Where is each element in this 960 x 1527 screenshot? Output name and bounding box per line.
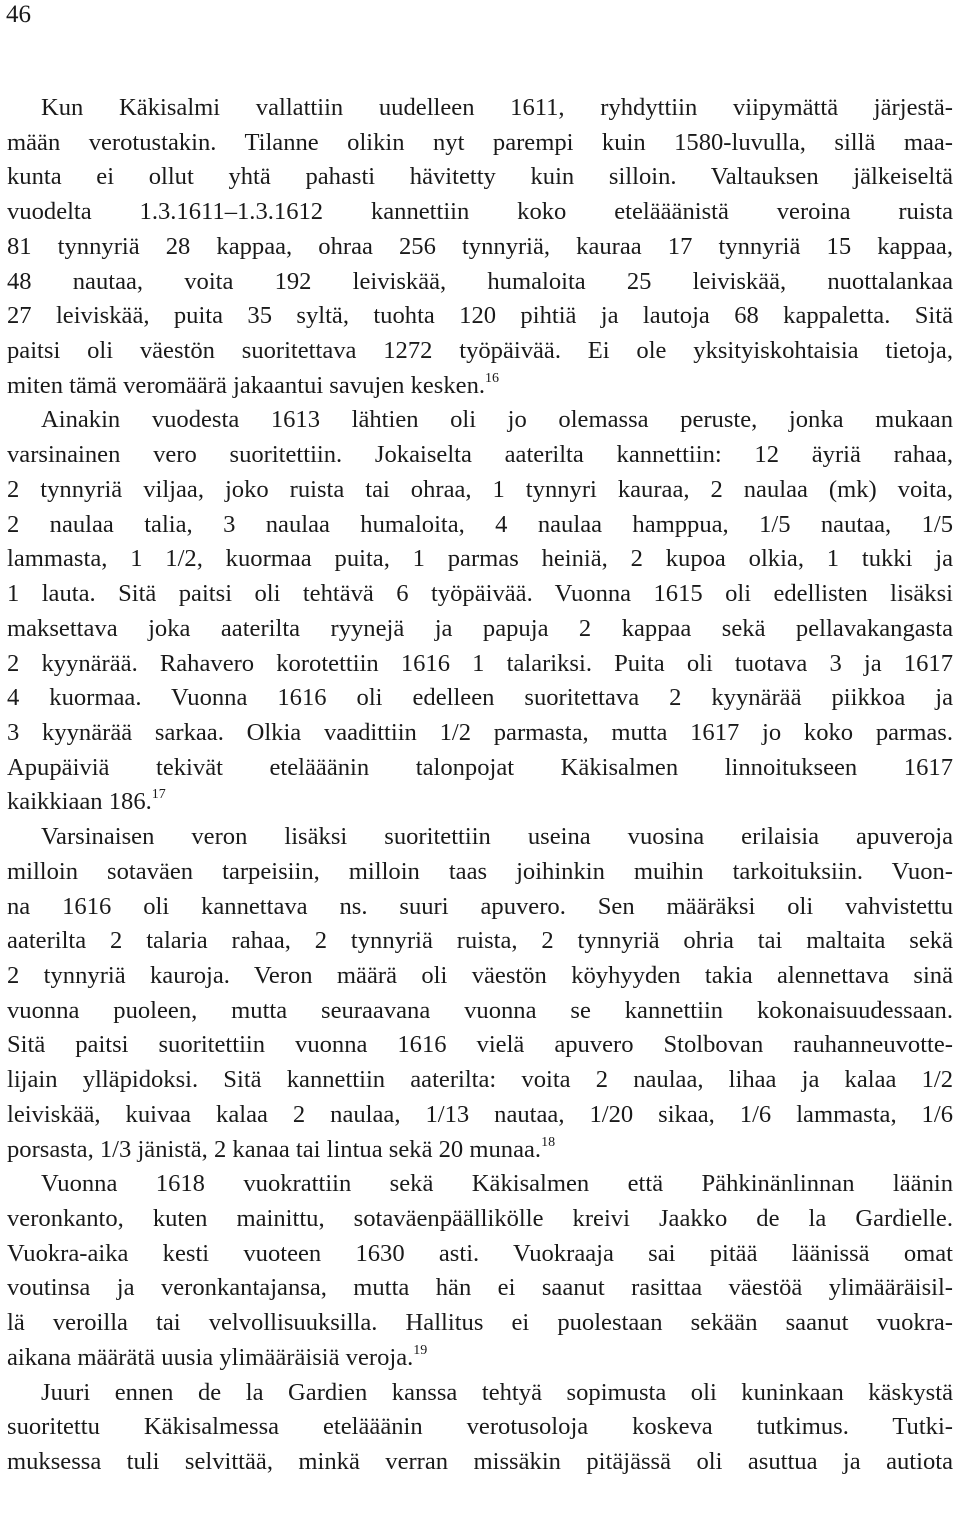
text-line bbox=[7, 1167, 953, 1202]
text-line bbox=[7, 577, 953, 612]
text-line-content: 4 kuormaa. Vuonna 1616 oli edelleen suoritettava 2 kyynärää piikkoa ja bbox=[7, 684, 953, 712]
page-number: 46 bbox=[6, 1, 31, 28]
text-line-content: vuonna puoleen, mutta seuraavana vuonna se kannettiin kokonaisuudessaan. bbox=[7, 996, 953, 1024]
text-line bbox=[7, 299, 953, 334]
text-line bbox=[7, 1063, 953, 1098]
text-line bbox=[7, 403, 953, 438]
text-line-content: paitsi oli väestön suoritettava 1272 työpäivää. Ei ole yksityiskohtaisia tietoja, bbox=[7, 337, 953, 365]
text-line bbox=[7, 1237, 953, 1272]
text-line bbox=[7, 959, 953, 994]
text-line bbox=[7, 751, 953, 786]
text-line-content: Varsinaisen veron lisäksi suoritettiin useina vuosina erilaisia apuveroja bbox=[41, 823, 953, 851]
text-line-content: 81 tynnyriä 28 kappaa, ohraa 256 tynnyriä, kauraa 17 tynnyriä 15 kappaa, bbox=[7, 232, 953, 260]
text-line-content: Ainakin vuodesta 1613 lähtien oli jo olemassa peruste, jonka mukaan bbox=[41, 406, 953, 434]
text-line-content: aaterilta 2 talaria rahaa, 2 tynnyriä ruista, 2 tynnyriä ohria tai maltaita sekä bbox=[7, 927, 953, 955]
text-line-content: Sitä paitsi suoritettiin vuonna 1616 vielä apuvero Stolbovan rauhanneuvotte- bbox=[7, 1031, 953, 1059]
text-line-content: varsinainen vero suoritettiin. Jokaiselta aaterilta kannettiin: 12 äyriä rahaa, bbox=[7, 441, 953, 469]
text-line bbox=[7, 612, 953, 647]
text-line bbox=[7, 160, 953, 195]
text-line-content: lijain ylläpidoksi. Sitä kannettiin aaterilta: voita 2 naulaa, lihaa ja kalaa 1/2 bbox=[7, 1066, 953, 1094]
paragraph bbox=[7, 820, 953, 1167]
text-line-content: lammasta, 1 1/2, kuormaa puita, 1 parmas heiniä, 2 kupoa olkia, 1 tukki ja bbox=[7, 545, 953, 573]
text-line-content: Vuonna 1618 vuokrattiin sekä Käkisalmen että Pähkinänlinnan läänin bbox=[41, 1170, 953, 1198]
text-line bbox=[7, 508, 953, 543]
text-line-content: Apupäiviä tekivät etelääänin talonpojat Käkisalmen linnoitukseen 1617 bbox=[7, 753, 953, 781]
text-line bbox=[7, 369, 953, 404]
text-line-content: voutinsa ja veronkantajansa, mutta hän ei saanut rasittaa väestöä ylimääräisil- bbox=[7, 1274, 953, 1302]
text-line bbox=[7, 195, 953, 230]
text-line-content: kunta ei ollut yhtä pahasti hävitetty kuin silloin. Valtauksen jälkeiseltä bbox=[7, 163, 953, 191]
text-line bbox=[7, 647, 953, 682]
text-line bbox=[7, 1271, 953, 1306]
text-line bbox=[7, 438, 953, 473]
text-line bbox=[7, 1202, 953, 1237]
text-line-content: 48 nautaa, voita 192 leiviskää, humaloita 25 leiviskää, nuottalankaa bbox=[7, 267, 953, 295]
footnote-marker: 19 bbox=[413, 1342, 428, 1358]
text-line bbox=[7, 1098, 953, 1133]
text-line bbox=[7, 334, 953, 369]
text-line bbox=[7, 820, 953, 855]
text-line bbox=[7, 1445, 953, 1480]
text-line bbox=[7, 1341, 953, 1376]
footnote-marker: 17 bbox=[151, 787, 166, 803]
text-line-content: miten tämä veromäärä jakaantui savujen kesken. bbox=[7, 371, 486, 399]
text-line-content: veronkanto, kuten mainittu, sotaväenpäällikölle kreivi Jaakko de la Gardielle. bbox=[7, 1205, 953, 1232]
text-line bbox=[7, 265, 953, 300]
text-line-content: na 1616 oli kannettava ns. suuri apuvero. Sen määräksi oli vahvistettu bbox=[7, 892, 953, 920]
text-line-content: suoritettu Käkisalmessa etelääänin verotusoloja koskeva tutkimus. Tutki- bbox=[7, 1413, 953, 1441]
footnote-marker: 18 bbox=[541, 1134, 556, 1150]
text-line bbox=[7, 230, 953, 265]
text-line-content: Vuokra-aika kesti vuoteen 1630 asti. Vuokraaja sai pitää läänissä omat bbox=[7, 1239, 953, 1267]
text-line-content: aikana määrätä uusia ylimääräisiä veroja. bbox=[7, 1343, 414, 1371]
text-line-content: 3 kyynärää sarkaa. Olkia vaadittiin 1/2 parmasta, mutta 1617 jo koko parmas. bbox=[7, 718, 953, 746]
text-line-content: 2 kyynärää. Rahavero korotettiin 1616 1 talariksi. Puita oli tuotava 3 ja 1617 bbox=[7, 649, 953, 677]
text-body bbox=[7, 91, 953, 1480]
text-line-content: 2 tynnyriä kauroja. Veron määrä oli väestön köyhyyden takia alennettava sinä bbox=[7, 961, 953, 989]
text-line-content: 27 leiviskää, puita 35 syltä, tuohta 120 pihtiä ja lautoja 68 kappaletta. Sitä bbox=[7, 302, 953, 330]
text-line-content: lä veroilla tai velvollisuuksilla. Hallitus ei puolestaan sekään saanut vuokra- bbox=[7, 1309, 953, 1337]
paragraph bbox=[7, 1376, 953, 1480]
text-line bbox=[7, 785, 953, 820]
paragraph bbox=[7, 403, 953, 820]
text-line bbox=[7, 1133, 953, 1168]
text-line bbox=[7, 473, 953, 508]
text-line-content: vuodelta 1.3.1611–1.3.1612 kannettiin koko etelääänistä veroina ruista bbox=[7, 198, 953, 226]
text-line bbox=[7, 716, 953, 751]
text-line bbox=[7, 1306, 953, 1341]
text-line bbox=[7, 1376, 953, 1411]
text-line-content: Juuri ennen de la Gardien kanssa tehtyä sopimusta oli kuninkaan käskystä bbox=[41, 1378, 953, 1406]
text-line bbox=[7, 1028, 953, 1063]
text-line bbox=[7, 1410, 953, 1445]
paragraph bbox=[7, 91, 953, 403]
text-line-content: 2 tynnyriä viljaa, joko ruista tai ohraa, 1 tynnyri kauraa, 2 naulaa (mk) voita, bbox=[7, 475, 953, 503]
text-line-content: porsasta, 1/3 jänistä, 2 kanaa tai lintua sekä 20 munaa. bbox=[7, 1135, 542, 1163]
text-line bbox=[7, 542, 953, 577]
text-line-content: muksessa tuli selvittää, minkä verran missäkin pitäjässä oli asuttua ja autiota bbox=[7, 1448, 953, 1476]
text-line-content: 2 naulaa talia, 3 naulaa humaloita, 4 naulaa hamppua, 1/5 nautaa, 1/5 bbox=[7, 510, 953, 538]
paragraph bbox=[7, 1167, 953, 1375]
text-line-content: Kun Käkisalmi vallattiin uudelleen 1611, ryhdyttiin viipymättä järjestä- bbox=[41, 94, 953, 121]
text-line bbox=[7, 924, 953, 959]
text-line-content: leiviskää, kuivaa kalaa 2 naulaa, 1/13 nautaa, 1/20 sikaa, 1/6 lammasta, 1/6 bbox=[7, 1100, 953, 1128]
text-line bbox=[7, 91, 953, 126]
text-line-content: maksettava joka aaterilta ryynejä ja papuja 2 kappaa sekä pellavakangasta bbox=[7, 614, 953, 642]
text-line bbox=[7, 994, 953, 1029]
text-line-content: kaikkiaan 186. bbox=[7, 788, 152, 816]
text-line bbox=[7, 890, 953, 925]
text-line bbox=[7, 126, 953, 161]
text-line-content: mään verotustakin. Tilanne olikin nyt parempi kuin 1580-luvulla, sillä maa- bbox=[7, 128, 953, 156]
text-line-content: milloin sotaväen tarpeisiin, milloin taas joihinkin muihin tarkoituksiin. Vuon- bbox=[7, 857, 953, 885]
footnote-marker: 16 bbox=[485, 370, 500, 386]
text-line bbox=[7, 681, 953, 716]
text-line bbox=[7, 855, 953, 890]
text-line-content: 1 lauta. Sitä paitsi oli tehtävä 6 työpäivää. Vuonna 1615 oli edellisten lisäksi bbox=[7, 580, 953, 608]
